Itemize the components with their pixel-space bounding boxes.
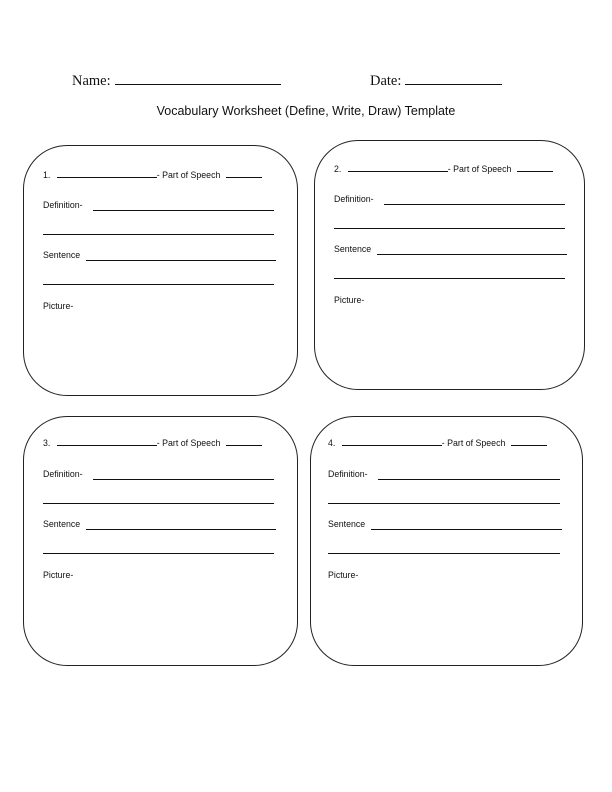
definition-label: Definition- — [43, 469, 83, 479]
sentence-line[interactable] — [328, 553, 560, 554]
name-blank[interactable] — [115, 71, 281, 85]
sentence-label: Sentence — [43, 519, 81, 529]
word-number: 2. — [334, 164, 342, 174]
sentence-line[interactable] — [377, 254, 567, 255]
picture-label: Picture- — [334, 295, 365, 305]
definition-line[interactable] — [93, 479, 274, 480]
definition-line[interactable] — [328, 503, 560, 504]
part-of-speech-blank[interactable] — [511, 436, 547, 446]
sentence-label: Sentence — [334, 244, 372, 254]
word-row[interactable] — [328, 436, 547, 448]
definition-line[interactable] — [384, 204, 565, 205]
sentence-line[interactable] — [43, 553, 274, 554]
vocab-card-2 — [314, 140, 585, 390]
part-of-speech-label: - Part of Speech — [156, 170, 221, 180]
sentence-line[interactable] — [43, 284, 274, 285]
definition-line[interactable] — [43, 234, 274, 235]
date-field[interactable] — [370, 71, 502, 90]
part-of-speech-label: - Part of Speech — [447, 164, 512, 174]
word-number: 1. — [43, 170, 51, 180]
sentence-label: Sentence — [43, 250, 81, 260]
date-label: Date: — [370, 73, 402, 89]
definition-line[interactable] — [43, 503, 274, 504]
part-of-speech-label: - Part of Speech — [441, 438, 506, 448]
name-field[interactable] — [72, 71, 281, 90]
part-of-speech-blank[interactable] — [517, 162, 553, 172]
vocab-card-4 — [310, 416, 583, 666]
definition-line[interactable] — [378, 479, 560, 480]
sentence-line[interactable] — [334, 278, 565, 279]
definition-line[interactable] — [93, 210, 274, 211]
part-of-speech-label: - Part of Speech — [156, 438, 221, 448]
word-number: 3. — [43, 438, 51, 448]
picture-label: Picture- — [43, 301, 74, 311]
date-blank[interactable] — [405, 71, 502, 85]
definition-line[interactable] — [334, 228, 565, 229]
word-row[interactable] — [334, 162, 553, 174]
vocab-card-1 — [23, 145, 298, 396]
part-of-speech-blank[interactable] — [226, 436, 262, 446]
sentence-line[interactable] — [371, 529, 562, 530]
sentence-line[interactable] — [86, 260, 276, 261]
page-title: Vocabulary Worksheet (Define, Write, Draw) Template — [156, 104, 456, 118]
picture-label: Picture- — [328, 570, 359, 580]
word-row[interactable] — [43, 436, 262, 448]
word-blank[interactable] — [342, 436, 442, 446]
sentence-line[interactable] — [86, 529, 276, 530]
vocab-card-3 — [23, 416, 298, 666]
word-row[interactable] — [43, 168, 262, 180]
word-blank[interactable] — [348, 162, 448, 172]
definition-label: Definition- — [334, 194, 374, 204]
part-of-speech-blank[interactable] — [226, 168, 262, 178]
name-label: Name: — [72, 73, 111, 89]
word-blank[interactable] — [57, 168, 157, 178]
word-blank[interactable] — [57, 436, 157, 446]
sentence-label: Sentence — [328, 519, 366, 529]
definition-label: Definition- — [328, 469, 368, 479]
word-number: 4. — [328, 438, 336, 448]
picture-label: Picture- — [43, 570, 74, 580]
definition-label: Definition- — [43, 200, 83, 210]
